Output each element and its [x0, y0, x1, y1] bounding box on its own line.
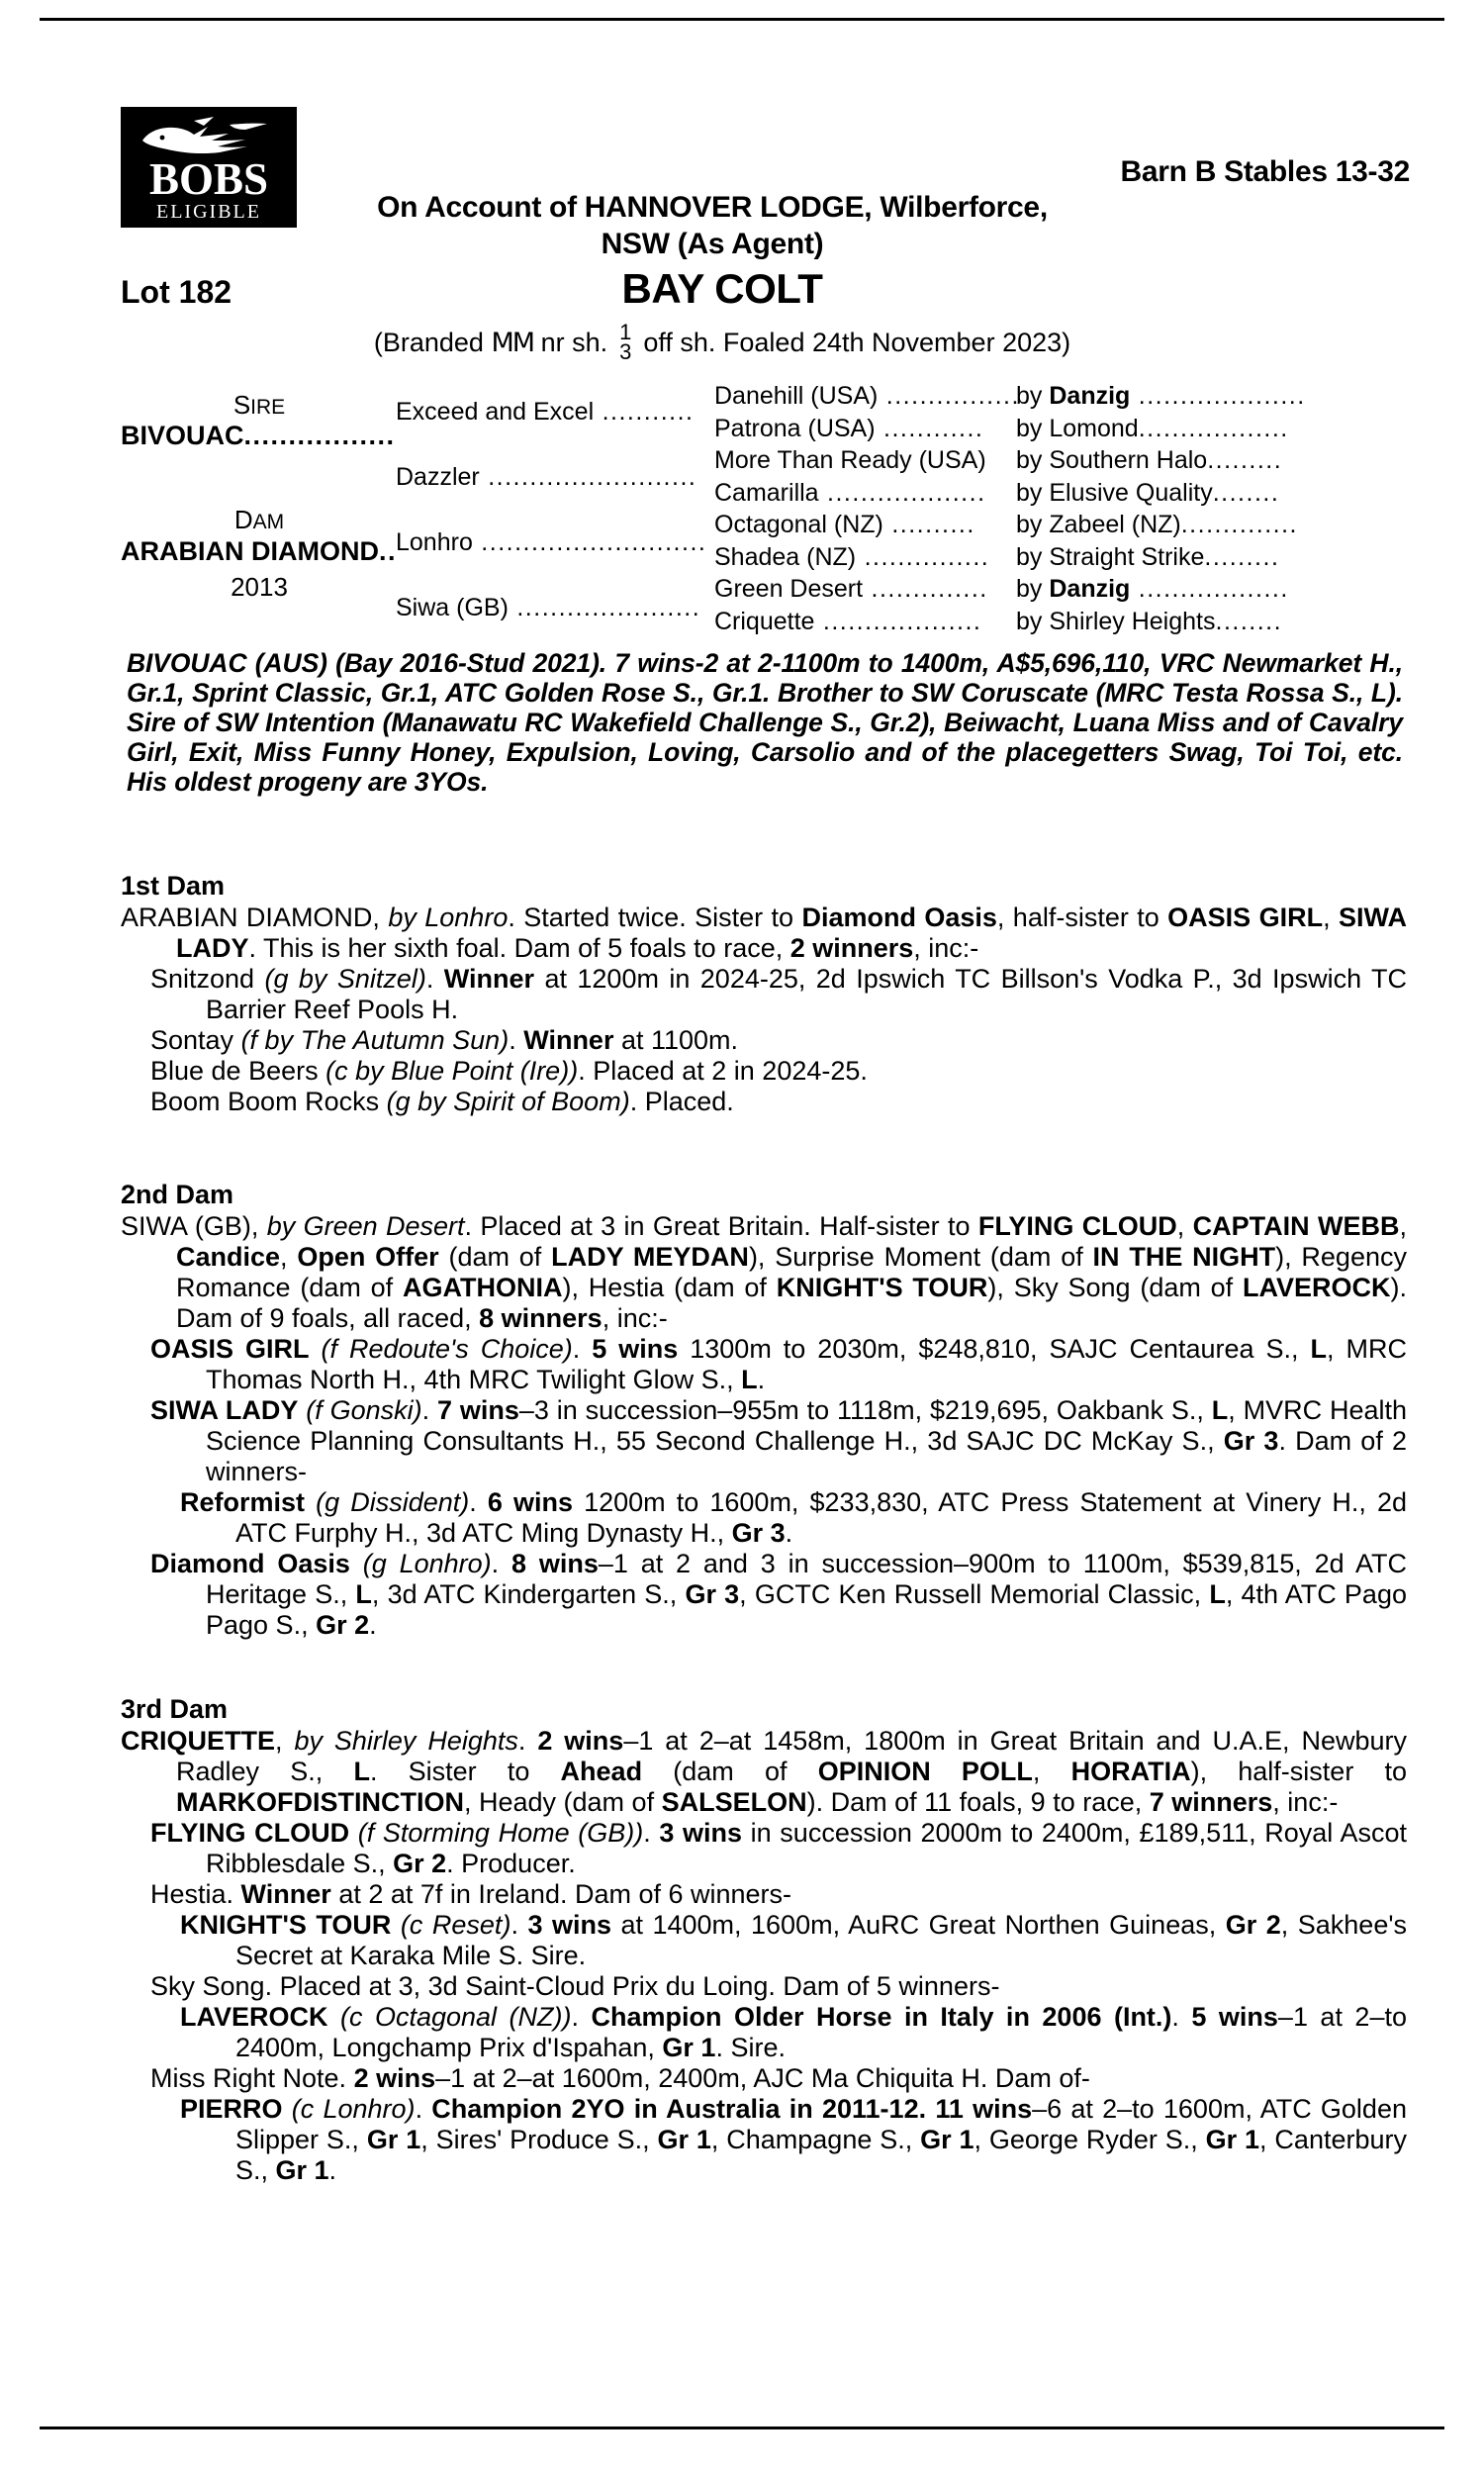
pedigree-gen3-name: Camarilla — [714, 478, 819, 507]
lot-number: Lot 182 — [121, 274, 232, 310]
pedigree-gen3-leader: ............... — [856, 542, 990, 571]
pedigree-gen3-8 — [714, 608, 1021, 636]
pedigree-entry: ARABIAN DIAMOND, by Lonhro. Started twice. Sister to Diamond Oasis, half-sister to OASIS GIRL, SIWA LADY. This is her sixth foal. Dam of 5 foals to race, 2 winners, inc:- — [121, 903, 1407, 963]
pedigree-entry: CRIQUETTE, by Shirley Heights. 2 wins–1 at 2–at 1458m, 1800m in Great Britain and U.A.E, Newbury Radley S., L. Sister to Ahead (dam of OPINION POLL, HORATIA), half-sister to MARKOFDISTINCTION, Heady (dam of SALSELON). Dam of 11 foals, 9 to race, 7 winners, inc:- — [121, 1726, 1408, 1817]
dam-section-heading: 1st Dam — [121, 871, 226, 901]
sire-name-text: BIVOUAC — [121, 421, 244, 450]
brand-fraction-denominator: 3 — [619, 339, 632, 364]
pedigree-gen2-3 — [396, 528, 714, 557]
pedigree-gen4-by: by — [1016, 446, 1050, 474]
dam-section-2 — [121, 1180, 1407, 1641]
pedigree-gen2-2 — [396, 463, 714, 492]
pedigree-gen3-leader: .......... — [882, 511, 975, 538]
pedigree-table — [121, 378, 1407, 635]
sire-leader: ................. — [243, 421, 396, 450]
pedigree-gen3-3 — [714, 446, 1021, 475]
brand-fraction — [619, 320, 632, 364]
pedigree-gen4-by: by — [1016, 575, 1050, 603]
pedigree-gen3-name: Danehill (USA) — [714, 382, 879, 410]
dam-section-heading: 3rd Dam — [121, 1694, 229, 1724]
dam-label: DAM — [233, 505, 285, 534]
pedigree-gen4-leader: ......... — [1204, 542, 1280, 571]
pedigree-gen2-leader: ...................... — [508, 594, 701, 621]
pedigree-entry: Miss Right Note. 2 wins–1 at 2–at 1600m, 2400m, AJC Ma Chiquita H. Dam of- — [150, 2063, 1090, 2093]
pedigree-entry: Hestia. Winner at 2 at 7f in Ireland. Dam of 6 winners- — [150, 1879, 792, 1909]
pedigree-gen4-7 — [1016, 575, 1432, 604]
pedigree-gen2-name: Dazzler — [396, 463, 480, 491]
bottom-rule — [40, 2426, 1444, 2429]
pedigree-entry: FLYING CLOUD (f Storming Home (GB)). 3 wins in succession 2000m to 2400m, £189,511, Royal Ascot Ribblesdale S., Gr 2. Producer. — [150, 1818, 1407, 1878]
pedigree-gen4-name: Elusive Quality — [1049, 478, 1213, 507]
pedigree-gen3-leader: ................ — [878, 382, 1020, 410]
pedigree-entry: OASIS GIRL (f Redoute's Choice). 5 wins 1300m to 2030m, $248,810, SAJC Centaurea S., L, MRC Thomas North H., 4th MRC Twilight Glow S., L. — [150, 1334, 1407, 1394]
pedigree-gen2-name: Lonhro — [396, 528, 473, 556]
sire-summary-text: BIVOUAC (AUS) (Bay 2016-Stud 2021). 7 wins-2 at 2-1100m to 1400m, A$5,696,110, VRC Newmarket H., Gr.1, Sprint Classic, Gr.1, ATC Golden Rose S., Gr.1. Brother to SW Coruscate (MRC Testa Rossa S., L). Sire of SW Intention (Manawatu RC Wakefield Challenge S., Gr.2), Beiwacht, Luana Miss and of Cavalry Girl, Exit, Miss Funny Honey, Expulsion, Loving, Carsolio and of the placegetters Swag, Toi Toi, etc. His oldest progeny are 3YOs. — [127, 648, 1403, 797]
pedigree-gen4-3 — [1016, 446, 1432, 475]
page-title: BAY COLT — [621, 265, 823, 312]
pedigree-entry: SIWA (GB), by Green Desert. Placed at 3 in Great Britain. Half-sister to FLYING CLOUD, CAPTAIN WEBB, Candice, Open Offer (dam of LADY MEYDAN), Surprise Moment (dam of IN THE NIGHT), Regency Romance (dam of AGATHONIA), Hestia (dam of KNIGHT'S TOUR), Sky Song (dam of LAVEROCK). Dam of 9 foals, all raced, 8 winners, inc:- — [121, 1211, 1407, 1333]
dam-name — [121, 536, 427, 567]
pedigree-gen3-name: Octagonal (NZ) — [714, 511, 883, 538]
brand-mid: nr sh. — [540, 328, 608, 358]
pedigree-gen4-name: Lomond — [1049, 414, 1139, 442]
pedigree-entry: Diamond Oasis (g Lonhro). 8 wins–1 at 2 and 3 in succession–900m to 1100m, $539,815, 2d ATC Heritage S., L, 3d ATC Kindergarten S., Gr 3, GCTC Ken Russell Memorial Classic, L, 4th ATC Pago Pago S., Gr 2. — [150, 1549, 1407, 1640]
pedigree-gen3-5 — [714, 511, 1021, 539]
vendor-line-1: On Account of HANNOVER LODGE, Wilberforce, — [377, 191, 1048, 224]
pedigree-gen3-4 — [714, 479, 1021, 508]
pedigree-gen3-1 — [714, 382, 1021, 411]
pedigree-gen2-leader: ........... — [594, 398, 695, 426]
pedigree-entry: Reformist (g Dissident). 6 wins 1200m to 1600m, $233,830, ATC Press Statement at Vinery H., 2d ATC Furphy H., 3d ATC Ming Dynasty H., Gr 3. — [180, 1487, 1407, 1548]
pedigree-gen4-leader: ........ — [1212, 478, 1280, 507]
pedigree-gen3-name: Criquette — [714, 607, 815, 635]
pedigree-gen4-leader: ........ — [1215, 607, 1283, 635]
pedigree-gen4-by: by — [1016, 414, 1050, 442]
pedigree-col-parents — [121, 378, 398, 627]
brand-fraction-numerator: 1 — [619, 320, 632, 344]
dam-foaling-year: 2013 — [231, 572, 288, 602]
sire-label: SIRE — [232, 390, 286, 420]
bobs-wordmark: BOBS — [148, 154, 269, 204]
pedigree-gen4-leader: .................. — [1130, 575, 1289, 603]
pedigree-gen4-5 — [1016, 511, 1432, 539]
sire-summary-paragraph — [127, 648, 1403, 797]
pedigree-entry: PIERRO (c Lonhro). Champion 2YO in Australia in 2011-12. 11 wins–6 at 2–to 1600m, ATC Golden Slipper S., Gr 1, Sires' Produce S., Gr 1, Champagne S., Gr 1, George Ryder S., Gr 1, Canterbury S., Gr 1. — [180, 2094, 1407, 2185]
pedigree-gen4-leader: ......... — [1207, 446, 1283, 474]
pedigree-gen2-1 — [396, 398, 714, 427]
pedigree-gen2-leader: ......................... — [479, 463, 697, 491]
dam-section-heading: 2nd Dam — [121, 1180, 234, 1209]
pedigree-gen2-4 — [396, 594, 714, 622]
branding-line — [0, 320, 1444, 364]
top-rule — [40, 18, 1444, 21]
pedigree-gen4-4 — [1016, 479, 1432, 508]
dam-leader: .. — [378, 536, 397, 566]
brand-symbol: MM — [491, 328, 534, 359]
dam-name-text: ARABIAN DIAMOND — [121, 536, 379, 566]
pedigree-gen4-by: by — [1016, 382, 1050, 410]
pedigree-gen4-name: Danzig — [1049, 382, 1131, 410]
pedigree-gen4-1 — [1016, 382, 1432, 411]
sire-name — [121, 421, 417, 451]
pedigree-entry: LAVEROCK (c Octagonal (NZ)). Champion Older Horse in Italy in 2006 (Int.). 5 wins–1 at 2–to 2400m, Longchamp Prix d'Ispahan, Gr 1. Sire. — [180, 2002, 1407, 2062]
pedigree-gen3-7 — [714, 575, 1021, 604]
brand-prefix: (Branded — [373, 328, 484, 358]
pedigree-gen3-name: Shadea (NZ) — [714, 542, 857, 571]
brand-suffix: off sh. Foaled 24th November 2023) — [643, 328, 1071, 358]
pedigree-gen4-by: by — [1016, 478, 1050, 507]
pedigree-gen3-6 — [714, 543, 1021, 572]
pedigree-gen3-name: More Than Ready (USA) — [714, 446, 986, 474]
pedigree-gen4-by: by — [1016, 542, 1050, 571]
pedigree-gen3-leader: .............. — [863, 575, 988, 603]
pedigree-gen4-8 — [1016, 608, 1432, 636]
pedigree-gen4-name: Straight Strike — [1049, 542, 1205, 571]
pedigree-gen4-by: by — [1016, 511, 1050, 538]
pedigree-gen4-by: by — [1016, 607, 1050, 635]
pedigree-gen3-2 — [714, 415, 1021, 443]
pedigree-gen4-6 — [1016, 543, 1432, 572]
dam-section-3 — [121, 1694, 1407, 2186]
pedigree-gen4-2 — [1016, 415, 1432, 443]
pedigree-gen4-name: Danzig — [1049, 575, 1131, 603]
pedigree-gen2-leader: ........................... — [472, 528, 707, 556]
pedigree-gen2-name: Siwa (GB) — [396, 594, 509, 621]
pedigree-gen3-leader: ................... — [818, 478, 986, 507]
pedigree-entry: Sontay (f by The Autumn Sun). Winner at 1100m. — [150, 1025, 739, 1055]
bobs-eligible-subtitle: ELIGIBLE — [156, 201, 261, 223]
pedigree-entry: Snitzond (g by Snitzel). Winner at 1200m in 2024-25, 2d Ipswich TC Billson's Vodka P., 3d Ipswich TC Barrier Reef Pools H. — [150, 964, 1407, 1024]
pedigree-entry: KNIGHT'S TOUR (c Reset). 3 wins at 1400m, 1600m, AuRC Great Northen Guineas, Gr 2, Sakhee's Secret at Karaka Mile S. Sire. — [180, 1910, 1407, 1970]
pedigree-entry: Sky Song. Placed at 3, 3d Saint-Cloud Prix du Loing. Dam of 5 winners- — [150, 1971, 1000, 2001]
pedigree-gen3-name: Green Desert — [714, 575, 864, 603]
pedigree-gen2-name: Exceed and Excel — [396, 398, 595, 426]
dam-section-1 — [121, 871, 1407, 1117]
pedigree-gen4-leader: .............. — [1180, 511, 1298, 538]
barn-stables-label: Barn B Stables 13-32 — [1120, 155, 1410, 188]
pedigree-gen4-name: Zabeel (NZ) — [1049, 511, 1181, 538]
pedigree-gen4-name: Southern Halo — [1049, 446, 1208, 474]
pedigree-gen4-name: Shirley Heights — [1049, 607, 1216, 635]
vendor-line-2: NSW (As Agent) — [601, 228, 824, 260]
pedigree-gen3-name: Patrona (USA) — [714, 414, 876, 442]
pedigree-gen4-leader: .................... — [1130, 382, 1306, 410]
pedigree-entry: SIWA LADY (f Gonski). 7 wins–3 in succession–955m to 1118m, $219,695, Oakbank S., L, MVRC Health Science Planning Consultants H., 55 Second Challenge H., 3d SAJC DC McKay S., Gr 3. Dam of 2 winners- — [150, 1395, 1408, 1486]
pedigree-entry: Boom Boom Rocks (g by Spirit of Boom). Placed. — [150, 1087, 734, 1116]
pedigree-gen3-leader: ................... — [814, 607, 982, 635]
pedigree-entry: Blue de Beers (c by Blue Point (Ire)). Placed at 2 in 2024-25. — [150, 1056, 868, 1086]
pedigree-gen4-leader: .................. — [1138, 414, 1289, 442]
pedigree-gen3-leader: ............ — [875, 414, 984, 442]
